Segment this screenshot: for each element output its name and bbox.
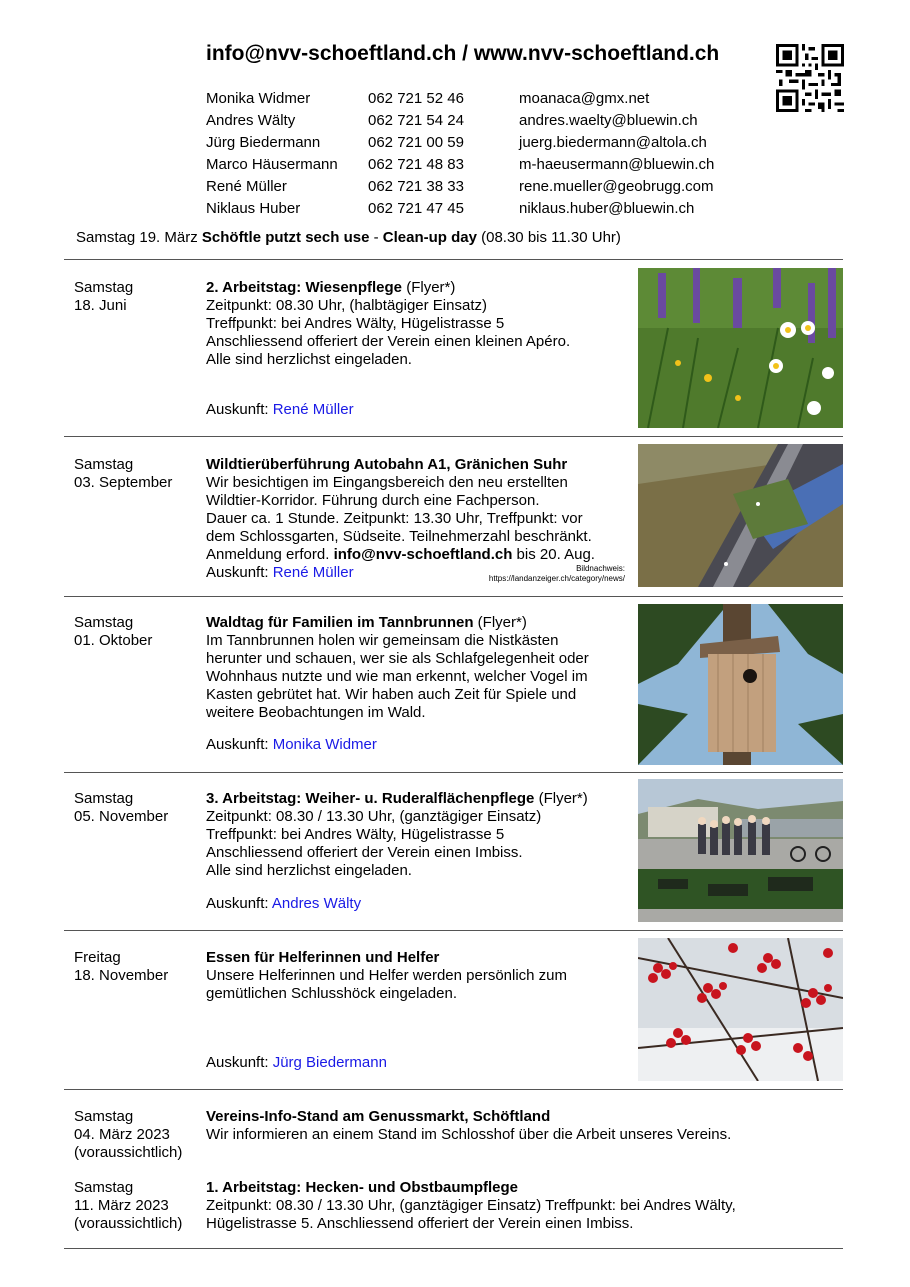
contact-link[interactable]: Andres Wälty (271, 895, 362, 912)
event-title: 3. Arbeitstag: Weiher- u. Ruderalflächenpflege (206, 790, 535, 807)
cleanup-subtitle: Clean-up day (382, 229, 477, 246)
event-date (74, 1179, 182, 1233)
event-contact (206, 1054, 626, 1072)
event-text: Kasten gebrütet hat. Wir haben auch Zeit für Spiele und (206, 686, 577, 703)
event-text: Anschliessend offeriert der Verein einen kleinen Apéro. (206, 333, 571, 350)
event-body (206, 614, 626, 722)
meadow-flowers-photo (638, 268, 843, 428)
event-title: 1. Arbeitstag: Hecken- und Obstbaumpflege (206, 1179, 518, 1196)
divider (64, 259, 843, 260)
contact-label: Auskunft: (206, 564, 273, 581)
event-weekday: Samstag (74, 279, 134, 296)
credit-label: Bildnachweis: (576, 564, 625, 573)
contact-name: Niklaus Huber (206, 200, 301, 217)
event-date (74, 790, 168, 826)
contact-name: René Müller (206, 178, 287, 195)
wildlife-bridge-photo (638, 444, 843, 587)
cleanup-date: Samstag 19. März (76, 229, 202, 246)
event-text: Hügelistrasse 5. Anschliessend offeriert der Verein einen Imbiss. (206, 1215, 634, 1232)
event-weekday: Samstag (74, 1108, 134, 1125)
event-date (74, 456, 172, 492)
event-text: gemütlichen Schlusshöck eingeladen. (206, 985, 457, 1002)
image-credit (440, 564, 625, 584)
event-text: Zeitpunkt: 08.30 Uhr, (halbtägiger Einsatz) (206, 297, 487, 314)
contact-phone: 062 721 52 46 (368, 90, 464, 107)
event-body (206, 279, 626, 369)
event-text: Wir informieren an einem Stand im Schlosshof über die Arbeit unseres Vereins. (206, 1126, 732, 1143)
cleanup-day-line (76, 229, 621, 246)
event-contact (206, 401, 626, 419)
event-text: Dauer ca. 1 Stunde. Zeitpunkt: 13.30 Uhr, Treffpunkt: vor (206, 510, 583, 527)
event-title: Waldtag für Familien im Tannbrunnen (206, 614, 474, 631)
event-tentative-note: (voraussichtlich) (74, 1144, 183, 1161)
divider (64, 1248, 843, 1249)
contact-phone: 062 721 00 59 (368, 134, 464, 151)
contact-label: Auskunft: (206, 895, 272, 912)
cleanup-time: (08.30 bis 11.30 Uhr) (476, 229, 621, 246)
contact-email[interactable]: niklaus.huber@bluewin.ch (519, 200, 695, 217)
contact-link[interactable]: René Müller (272, 564, 354, 581)
event-text: Treffpunkt: bei Andres Wälty, Hügelistrasse 5 (206, 826, 505, 843)
event-text: Unsere Helferinnen und Helfer werden persönlich zum (206, 967, 568, 984)
contact-phone: 062 721 54 24 (368, 112, 464, 129)
event-weekday: Samstag (74, 456, 134, 473)
event-title: Vereins-Info-Stand am Genussmarkt, Schöftland (206, 1108, 551, 1125)
contact-phone: 062 721 38 33 (368, 178, 464, 195)
event-text: herunter und schauen, wer sie als Schlafgelegenheit oder (206, 650, 589, 667)
contact-link[interactable]: Jürg Biedermann (272, 1054, 387, 1071)
event-weekday: Samstag (74, 1179, 134, 1196)
divider (64, 930, 843, 931)
event-text: Alle sind herzlichst eingeladen. (206, 862, 412, 879)
event-text: Zeitpunkt: 08.30 / 13.30 Uhr, (ganztägiger Einsatz) Treffpunkt: bei Andres Wälty, (206, 1197, 736, 1214)
event-date (74, 614, 152, 650)
event-text: Alle sind herzlichst eingeladen. (206, 351, 412, 368)
credit-url[interactable]: https://landanzeiger.ch/category/news/ (488, 574, 625, 583)
contact-label: Auskunft: (206, 1054, 273, 1071)
event-text: dem Schlossgarten, Südseite. Teilnehmerzahl beschränkt. (206, 528, 592, 545)
contact-phone: 062 721 48 83 (368, 156, 464, 173)
contact-link[interactable]: Monika Widmer (272, 736, 377, 753)
event-body (206, 1108, 731, 1144)
contact-label: Auskunft: (206, 401, 273, 418)
contact-email[interactable]: m-haeusermann@bluewin.ch (519, 156, 715, 173)
contact-name: Monika Widmer (206, 90, 311, 107)
event-day: 05. November (74, 808, 169, 825)
event-text: Treffpunkt: bei Andres Wälty, Hügelistrasse 5 (206, 315, 505, 332)
contact-email[interactable]: juerg.biedermann@altola.ch (519, 134, 707, 151)
event-text: Anschliessend offeriert der Verein einen Imbiss. (206, 844, 523, 861)
event-body (206, 949, 626, 1003)
divider (64, 596, 843, 597)
contact-link[interactable]: René Müller (272, 401, 354, 418)
contact-name: Jürg Biedermann (206, 134, 321, 151)
event-date (74, 949, 168, 985)
event-contact (206, 895, 626, 913)
contact-email[interactable]: rene.mueller@geobrugg.com (519, 178, 714, 195)
cleanup-separator: - (369, 229, 383, 246)
event-flyer-note: (Flyer*) (473, 614, 527, 631)
event-tentative-note: (voraussichtlich) (74, 1215, 183, 1232)
registration-label: Anmeldung erford. (206, 546, 334, 563)
contact-email[interactable]: moanaca@gmx.net (519, 90, 650, 107)
event-day: 11. März 2023 (74, 1197, 169, 1214)
red-berries-photo (638, 938, 843, 1081)
divider (64, 772, 843, 773)
event-title: Wildtierüberführung Autobahn A1, Gränichen Suhr (206, 456, 568, 473)
event-body (206, 1179, 736, 1233)
event-weekday: Samstag (74, 790, 134, 807)
event-day: 18. November (74, 967, 169, 984)
event-text: Zeitpunkt: 08.30 / 13.30 Uhr, (ganztägiger Einsatz) (206, 808, 542, 825)
contact-email[interactable]: andres.waelty@bluewin.ch (519, 112, 698, 129)
event-text: Im Tannbrunnen holen wir gemeinsam die Nistkästen (206, 632, 559, 649)
event-day: 03. September (74, 474, 173, 491)
event-day: 04. März 2023 (74, 1126, 170, 1143)
registration-deadline: bis 20. Aug. (512, 546, 595, 563)
nesting-box-photo (638, 604, 843, 765)
qr-code (776, 44, 844, 112)
event-contact (206, 736, 626, 754)
event-title: 2. Arbeitstag: Wiesenpflege (206, 279, 403, 296)
contact-name: Andres Wälty (206, 112, 296, 129)
event-text: weitere Beobachtungen im Wald. (206, 704, 426, 721)
event-day: 01. Oktober (74, 632, 153, 649)
event-text: Wildtier-Korridor. Führung durch eine Fachperson. (206, 492, 540, 509)
event-flyer-note: (Flyer*) (402, 279, 456, 296)
cleanup-title: Schöftle putzt sech use (201, 229, 370, 246)
page-header[interactable]: info@nvv-schoeftland.ch / www.nvv-schoeftland.ch (206, 42, 720, 65)
divider (64, 1089, 843, 1090)
event-flyer-note: (Flyer*) (534, 790, 588, 807)
event-date (74, 279, 133, 315)
event-text: Wir besichtigen im Eingangsbereich den neu erstellten (206, 474, 568, 491)
volunteer-group-photo (638, 779, 843, 922)
event-weekday: Freitag (74, 949, 121, 966)
event-title: Essen für Helferinnen und Helfer (206, 949, 440, 966)
event-body (206, 790, 626, 880)
contact-phone: 062 721 47 45 (368, 200, 464, 217)
divider (64, 436, 843, 437)
event-day: 18. Juni (74, 297, 127, 314)
event-date (74, 1108, 182, 1162)
contact-label: Auskunft: (206, 736, 273, 753)
event-text: Wohnhaus nutzte und wie man erkennt, welcher Vogel im (206, 668, 588, 685)
event-weekday: Samstag (74, 614, 134, 631)
contact-name: Marco Häusermann (206, 156, 338, 173)
registration-email[interactable]: info@nvv-schoeftland.ch (333, 546, 513, 563)
